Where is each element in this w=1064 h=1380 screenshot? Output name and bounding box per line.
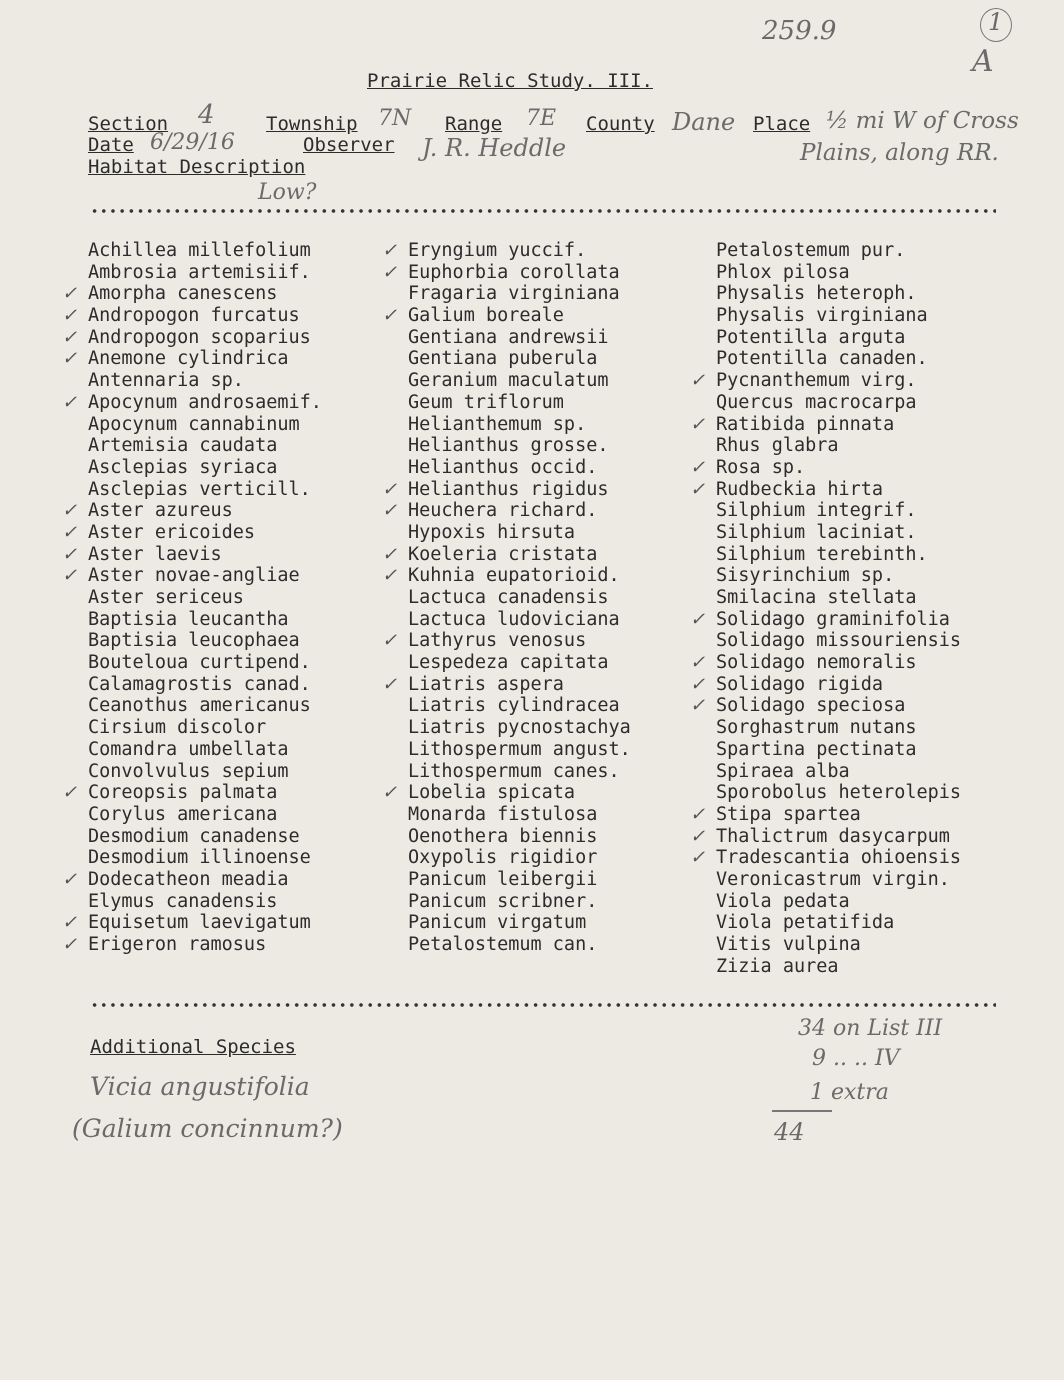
species-name: Dodecatheon meadia xyxy=(88,868,289,890)
tally-line-2: 9 .. .. IV xyxy=(812,1046,900,1071)
species-item xyxy=(62,912,322,934)
species-name: Desmodium illinoense xyxy=(88,847,311,869)
check-mark-icon: ✓ xyxy=(62,565,78,587)
check-mark-icon: ✓ xyxy=(62,782,78,804)
check-mark-icon: ✓ xyxy=(62,912,78,934)
species-name: Physalis heteroph. xyxy=(716,283,917,305)
species-item xyxy=(382,500,631,522)
species-item xyxy=(408,609,631,631)
species-item xyxy=(716,262,961,284)
species-name: Aster ericoides xyxy=(88,521,256,543)
species-name: Quercus macrocarpa xyxy=(716,391,917,413)
species-item xyxy=(88,630,322,652)
species-name: Veronicastrum virgin. xyxy=(716,868,950,890)
species-item xyxy=(382,240,631,262)
township-value: 7N xyxy=(378,106,412,131)
species-name: Galium boreale xyxy=(408,305,564,327)
species-name: Silphium laciniat. xyxy=(716,521,917,543)
species-item xyxy=(408,652,631,674)
check-mark-icon: ✓ xyxy=(382,305,398,327)
species-item xyxy=(716,565,961,587)
species-name: Equisetum laevigatum xyxy=(88,912,311,934)
species-name: Cirsium discolor xyxy=(88,717,267,739)
species-item xyxy=(88,587,322,609)
species-name: Monarda fistulosa xyxy=(408,803,598,825)
date-value: 6/29/16 xyxy=(150,130,235,155)
observer-value: J. R. Heddle xyxy=(422,134,567,162)
check-mark-icon: ✓ xyxy=(62,326,78,348)
species-item xyxy=(716,327,961,349)
check-mark-icon: ✓ xyxy=(382,673,398,695)
species-name: Lespedeza capitata xyxy=(408,652,609,674)
check-mark-icon: ✓ xyxy=(382,478,398,500)
species-item xyxy=(88,435,322,457)
species-item xyxy=(690,847,962,869)
letter-annotation: A xyxy=(972,44,994,79)
species-name: Panicum virgatum xyxy=(408,912,587,934)
species-name: Achillea millefolium xyxy=(88,240,311,261)
check-mark-icon: ✓ xyxy=(690,370,706,392)
species-item xyxy=(716,348,961,370)
species-item xyxy=(408,457,631,479)
species-name: Bouteloua curtipend. xyxy=(88,652,311,674)
species-name: Geum triflorum xyxy=(408,391,564,413)
species-name: Oenothera biennis xyxy=(408,825,598,847)
species-item xyxy=(62,348,322,370)
species-name: Baptisia leucantha xyxy=(88,608,289,630)
species-item xyxy=(382,673,631,696)
check-mark-icon: ✓ xyxy=(62,500,78,522)
species-item xyxy=(382,305,631,327)
species-item xyxy=(408,587,631,609)
species-item xyxy=(408,370,631,392)
species-name: Solidago missouriensis xyxy=(716,630,962,652)
species-name: Hypoxis hirsuta xyxy=(408,521,576,543)
species-name: Sisyrinchium sp. xyxy=(716,565,895,587)
species-item xyxy=(408,717,631,739)
species-item xyxy=(690,456,961,479)
species-item xyxy=(408,912,631,934)
species-item xyxy=(716,956,961,978)
observer-label: Observer xyxy=(303,134,395,156)
species-name: Eryngium yuccif. xyxy=(408,240,587,261)
species-item xyxy=(716,630,961,652)
species-item xyxy=(690,413,961,436)
species-name: Heuchera richard. xyxy=(408,500,598,522)
additional-species-label: Additional Species xyxy=(90,1036,296,1058)
species-item xyxy=(716,283,961,305)
tally-line-3: 1 extra xyxy=(810,1080,889,1105)
species-item xyxy=(62,500,322,522)
species-name: Helianthus rigidus xyxy=(408,478,609,500)
species-item xyxy=(716,739,961,761)
check-mark-icon: ✓ xyxy=(382,240,398,261)
species-name: Petalostemum pur. xyxy=(716,240,906,261)
species-name: Solidago nemoralis xyxy=(716,652,917,674)
species-name: Liatris aspera xyxy=(408,673,564,695)
section-value: 4 xyxy=(198,100,215,130)
check-mark-icon: ✓ xyxy=(382,500,398,522)
species-name: Amorpha canescens xyxy=(88,283,278,305)
species-item xyxy=(690,825,961,848)
check-mark-icon: ✓ xyxy=(382,543,398,565)
habitat-label: Habitat Description xyxy=(88,156,306,178)
species-item xyxy=(690,803,961,826)
species-item xyxy=(408,392,631,414)
species-name: Rudbeckia hirta xyxy=(716,478,884,500)
check-mark-icon: ✓ xyxy=(690,673,706,695)
species-item xyxy=(88,717,322,739)
species-name: Phlox pilosa xyxy=(716,261,850,283)
species-name: Panicum scribner. xyxy=(408,890,598,912)
species-item xyxy=(408,695,631,717)
check-mark-icon: ✓ xyxy=(62,348,78,370)
species-name: Helianthus grosse. xyxy=(408,435,609,457)
species-name: Andropogon furcatus xyxy=(88,305,300,327)
county-label: County xyxy=(586,113,655,135)
species-name: Elymus canadensis xyxy=(88,890,278,912)
species-item xyxy=(88,826,322,848)
species-name: Lactuca ludoviciana xyxy=(408,608,620,630)
species-name: Potentilla canaden. xyxy=(716,348,928,370)
tally-sum-rule xyxy=(772,1110,832,1112)
species-name: Helianthemum sp. xyxy=(408,413,587,435)
species-name: Vitis vulpina xyxy=(716,934,861,955)
species-name: Lobelia spicata xyxy=(408,782,576,804)
species-item xyxy=(62,868,322,891)
check-mark-icon: ✓ xyxy=(690,803,706,825)
species-name: Tradescantia ohioensis xyxy=(716,847,962,869)
check-mark-icon: ✓ xyxy=(62,934,78,955)
species-item xyxy=(690,608,961,631)
species-item xyxy=(88,847,322,869)
species-item xyxy=(716,761,961,783)
species-name: Convolvulus sepium xyxy=(88,760,289,782)
check-mark-icon: ✓ xyxy=(62,543,78,565)
species-item xyxy=(382,782,631,804)
species-name: Geranium maculatum xyxy=(408,370,609,392)
species-item xyxy=(408,891,631,913)
species-name: Rosa sp. xyxy=(716,456,806,478)
check-mark-icon: ✓ xyxy=(690,413,706,435)
township-label: Township xyxy=(266,113,358,135)
species-name: Viola pedata xyxy=(716,890,850,912)
species-name: Kuhnia eupatorioid. xyxy=(408,565,620,587)
species-item xyxy=(716,392,961,414)
species-name: Ratibida pinnata xyxy=(716,413,895,435)
species-name: Aster azureus xyxy=(88,500,233,522)
species-name: Zizia aurea xyxy=(716,955,839,977)
species-name: Silphium terebinth. xyxy=(716,543,928,565)
species-item xyxy=(408,327,631,349)
species-name: Desmodium canadense xyxy=(88,825,300,847)
species-name: Baptisia leucophaea xyxy=(88,630,300,652)
place-value-line1: ½ mi W of Cross xyxy=(826,108,1019,134)
species-item xyxy=(408,739,631,761)
species-item xyxy=(88,652,322,674)
species-item xyxy=(716,435,961,457)
species-item xyxy=(62,521,322,544)
species-item xyxy=(716,717,961,739)
check-mark-icon: ✓ xyxy=(382,630,398,652)
species-item xyxy=(88,240,322,262)
species-name: Anemone cylindrica xyxy=(88,348,289,370)
species-name: Lactuca canadensis xyxy=(408,587,609,608)
page-title: Prairie Relic Study. III. xyxy=(367,70,653,92)
species-name: Silphium integrif. xyxy=(716,500,917,522)
species-item xyxy=(408,761,631,783)
species-item xyxy=(382,478,631,501)
species-name: Rhus glabra xyxy=(716,435,839,457)
habitat-value: Low? xyxy=(258,180,317,205)
check-mark-icon: ✓ xyxy=(62,521,78,543)
species-item xyxy=(62,283,322,305)
check-mark-icon: ✓ xyxy=(382,782,398,804)
range-value: 7E xyxy=(526,106,557,131)
bottom-dotted-separator xyxy=(90,1002,996,1008)
species-name: Oxypolis rigidior xyxy=(408,847,598,869)
species-name: Potentilla arguta xyxy=(716,326,906,348)
check-mark-icon: ✓ xyxy=(62,868,78,890)
species-name: Spiraea alba xyxy=(716,760,850,782)
species-name: Antennaria sp. xyxy=(88,370,244,392)
place-label: Place xyxy=(753,113,811,135)
species-name: Fragaria virginiana xyxy=(408,283,620,305)
species-name: Sporobolus heterolepis xyxy=(716,782,962,804)
species-item xyxy=(408,414,631,436)
species-item xyxy=(382,630,631,652)
species-item xyxy=(716,240,961,262)
species-item xyxy=(690,673,961,696)
species-item xyxy=(382,543,631,566)
species-name: Panicum leibergii xyxy=(408,868,598,890)
species-column-1 xyxy=(62,240,322,956)
additional-species-item-2: (Galium concinnum?) xyxy=(72,1114,343,1143)
species-name: Euphorbia corollata xyxy=(408,261,620,283)
species-name: Spartina pectinata xyxy=(716,738,917,760)
species-name: Helianthus occid. xyxy=(408,456,598,478)
species-item xyxy=(88,674,322,696)
species-name: Aster novae-angliae xyxy=(88,565,300,587)
check-mark-icon: ✓ xyxy=(690,478,706,500)
species-item xyxy=(88,739,322,761)
species-item xyxy=(408,435,631,457)
species-name: Asclepias syriaca xyxy=(88,456,278,478)
species-name: Erigeron ramosus xyxy=(88,934,267,955)
species-item xyxy=(716,544,961,566)
check-mark-icon: ✓ xyxy=(690,695,706,717)
species-name: Lithospermum angust. xyxy=(408,738,631,760)
species-item xyxy=(408,283,631,305)
species-item xyxy=(62,543,322,566)
species-name: Coreopsis palmata xyxy=(88,782,278,804)
species-name: Viola petatifida xyxy=(716,912,895,934)
species-item xyxy=(88,891,322,913)
species-name: Lathyrus venosus xyxy=(408,630,587,652)
species-name: Comandra umbellata xyxy=(88,738,289,760)
species-name: Apocynum androsaemif. xyxy=(88,391,322,413)
top-number-annotation: 259.9 xyxy=(762,16,837,46)
species-item xyxy=(690,478,961,501)
species-name: Aster laevis xyxy=(88,543,222,565)
species-item xyxy=(62,305,322,327)
species-name: Apocynum cannabinum xyxy=(88,413,300,435)
species-item xyxy=(690,370,961,392)
species-column-3 xyxy=(690,240,962,977)
check-mark-icon: ✓ xyxy=(382,565,398,587)
species-name: Artemisia caudata xyxy=(88,435,278,457)
species-item xyxy=(408,934,631,956)
species-item xyxy=(716,891,961,913)
species-name: Sorghastrum nutans xyxy=(716,717,917,739)
species-name: Koeleria cristata xyxy=(408,543,598,565)
species-name: Thalictrum dasycarpum xyxy=(716,825,950,847)
species-name: Smilacina stellata xyxy=(716,587,917,608)
species-item xyxy=(62,565,322,587)
check-mark-icon: ✓ xyxy=(690,652,706,674)
species-item xyxy=(716,869,961,891)
species-item xyxy=(408,826,631,848)
species-item xyxy=(716,587,961,609)
range-label: Range xyxy=(445,113,503,135)
species-item xyxy=(62,326,322,349)
species-name: Gentiana puberula xyxy=(408,348,598,370)
species-item xyxy=(382,261,631,284)
species-name: Solidago speciosa xyxy=(716,695,906,717)
check-mark-icon: ✓ xyxy=(690,825,706,847)
species-item xyxy=(382,565,631,587)
species-item xyxy=(408,804,631,826)
species-name: Liatris cylindracea xyxy=(408,695,620,717)
additional-species-item-1: Vicia angustifolia xyxy=(90,1072,310,1101)
species-item xyxy=(690,652,961,674)
species-name: Solidago graminifolia xyxy=(716,608,950,630)
species-name: Ceanothus americanus xyxy=(88,695,311,717)
species-name: Stipa spartea xyxy=(716,803,861,825)
species-item xyxy=(88,414,322,436)
species-item xyxy=(716,522,961,544)
species-item xyxy=(716,912,961,934)
species-item xyxy=(716,782,961,804)
species-item xyxy=(716,934,961,956)
date-label: Date xyxy=(88,134,134,156)
species-name: Asclepias verticill. xyxy=(88,478,311,500)
species-name: Gentiana andrewsii xyxy=(408,326,609,348)
circled-number-text: 1 xyxy=(988,8,1004,36)
place-value-line2: Plains, along RR. xyxy=(800,140,999,166)
check-mark-icon: ✓ xyxy=(62,391,78,413)
species-item xyxy=(408,869,631,891)
top-dotted-separator xyxy=(90,208,996,214)
species-name: Pycnanthemum virg. xyxy=(716,370,917,392)
county-value: Dane xyxy=(672,108,736,136)
species-item xyxy=(88,262,322,284)
species-item xyxy=(88,457,322,479)
tally-total: 44 xyxy=(774,1118,805,1146)
check-mark-icon: ✓ xyxy=(62,283,78,305)
check-mark-icon: ✓ xyxy=(690,608,706,630)
species-name: Physalis virginiana xyxy=(716,305,928,327)
species-item xyxy=(88,804,322,826)
species-item xyxy=(408,522,631,544)
species-column-2 xyxy=(382,240,631,956)
species-name: Petalostemum can. xyxy=(408,934,598,955)
species-name: Lithospermum canes. xyxy=(408,760,620,782)
species-name: Ambrosia artemisiif. xyxy=(88,261,311,283)
species-item xyxy=(716,305,961,327)
section-label: Section xyxy=(88,113,169,135)
species-name: Calamagrostis canad. xyxy=(88,673,311,695)
check-mark-icon: ✓ xyxy=(690,456,706,478)
species-name: Solidago rigida xyxy=(716,673,884,695)
species-item xyxy=(716,500,961,522)
species-item xyxy=(88,761,322,783)
species-item xyxy=(62,934,322,956)
check-mark-icon: ✓ xyxy=(690,847,706,869)
species-item xyxy=(88,479,322,501)
species-item xyxy=(690,695,961,717)
species-name: Aster sericeus xyxy=(88,587,244,608)
species-item xyxy=(88,695,322,717)
species-item xyxy=(62,782,322,804)
species-item xyxy=(88,609,322,631)
species-name: Corylus americana xyxy=(88,803,278,825)
species-name: Liatris pycnostachya xyxy=(408,717,631,739)
check-mark-icon: ✓ xyxy=(62,305,78,327)
species-item xyxy=(62,391,322,414)
species-name: Andropogon scoparius xyxy=(88,326,311,348)
species-item xyxy=(408,847,631,869)
species-item xyxy=(408,348,631,370)
tally-line-1: 34 on List III xyxy=(798,1016,943,1041)
check-mark-icon: ✓ xyxy=(382,261,398,283)
species-item xyxy=(88,370,322,392)
